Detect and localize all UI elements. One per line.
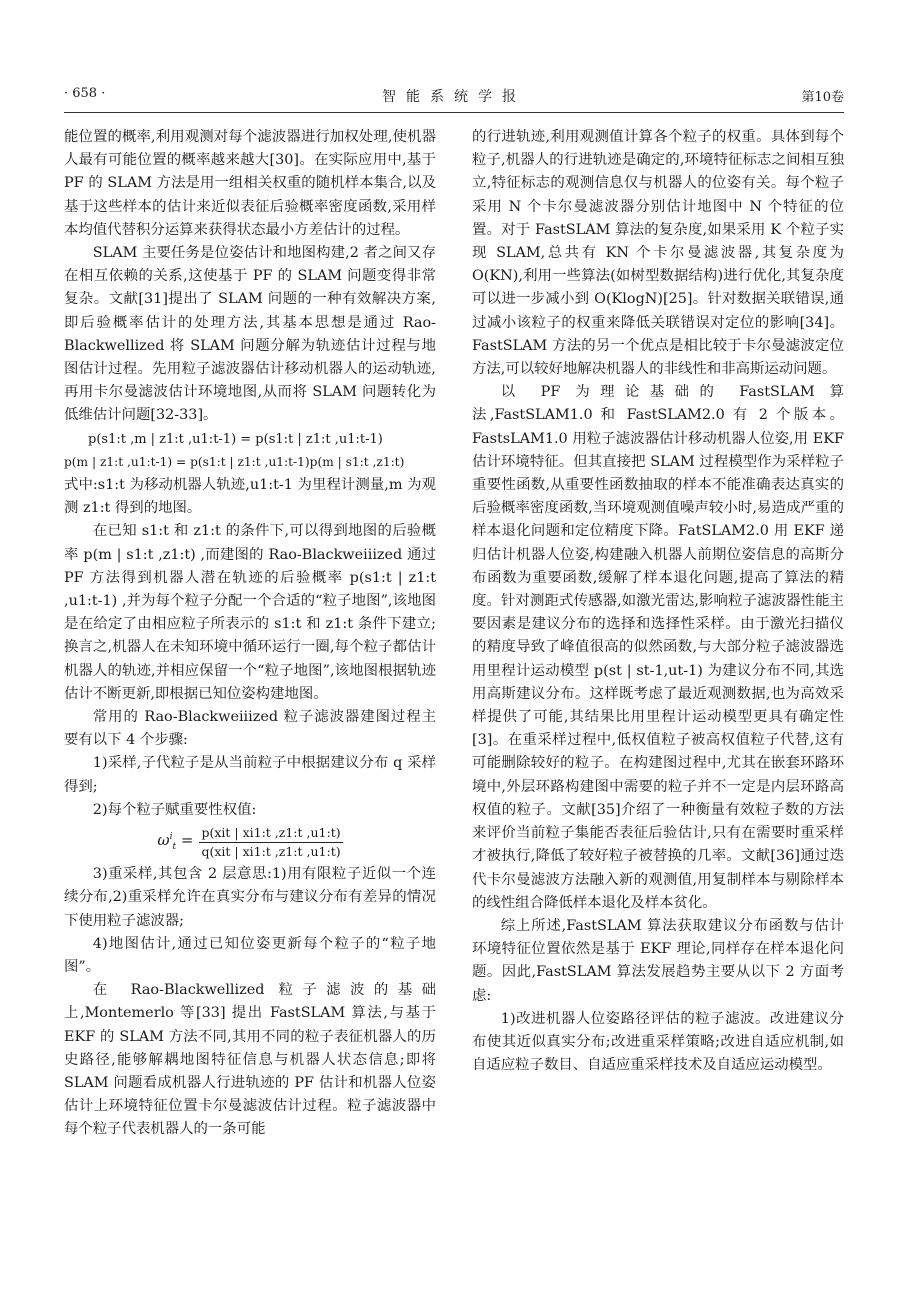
volume-label: 第10卷 xyxy=(801,90,844,105)
paragraph: 式中:s1:t 为移动机器人轨迹,u1:t-1 为里程计测量,m 为观测 z1:t 得到的地图。 xyxy=(64,477,436,517)
weight-equation xyxy=(64,824,436,861)
paragraph: 综上所述,FastSLAM 算法获取建议分布函数与估计环境特征位置依然是基于 EKF 理论,同样存在样本退化问题。因此,FastSLAM 算法发展趋势主要从以下 2 方面考虑: xyxy=(472,917,844,1004)
journal-title: 智能系统学报 xyxy=(382,89,526,105)
page-header xyxy=(64,86,844,110)
denominator: q(xit | xi1:t ,z1:t ,u1:t) xyxy=(201,844,341,860)
paragraph: 在 Rao-Blackwellized 粒子滤波的基础上,Montemerlo 等[33] 提出 FastSLAM 算法,与基于 EKF 的 SLAM 方法不同,其用不同的粒子表征机器人的历史路径,能够解耦地图特征信息与机器人状态信息;即将 SLAM 问题看成机器人行进轨迹的 PF 估计和机器人位姿估计上环境特征位置卡尔曼滤波估计过程。粒子滤波器中每个粒子代表机器人的一条可能 xyxy=(64,982,436,1138)
equation-line: p(s1:t ,m | z1:t ,u1:t-1) = p(s1:t | z1:t ,u1:t-1) xyxy=(88,431,383,447)
list-item: 1)改进机器人位姿路径评估的粒子滤波。改进建议分布使其近似真实分布;改进重采样策略;改进自适应机制,如自适应粒子数目、自适应重采样技术及自适应运动模型。 xyxy=(472,1010,844,1074)
list-item: 1)采样,子代粒子是从当前粒子中根据建议分布 q 采样得到; xyxy=(64,755,436,795)
equation-lhs: $\omega^i_t$ = xyxy=(157,830,194,852)
paragraph: 能位置的概率,利用观测对每个滤波器进行加权处理,使机器人最有可能位置的概率越来越大[30]。在实际应用中,基于 PF 的 SLAM 方法是用一组相关权重的随机样本集合,以及基于这些样本的估计来近似表征后验概率密度函数,采用样本均值代替积分运算来获得状态最小方差估计的过程。 xyxy=(64,129,436,238)
paragraph: 以 PF 为理论基础的 FastSLAM 算法,FastSLAM1.0 和 FastSLAM2.0 有 2 个版本。FastsLAM1.0 用粒子滤波器估计移动机器人位姿,用 EKF 估计环境特征。但其直接把 SLAM 过程模型作为采样粒子重要性函数,从重要性函数抽取的样本不能准确表达真实的后验概率密度函数,当环境观测值噪声较小时,易造成严重的样本退化问题和定位精度下降。FatSLAM2.0 用 EKF 递归估计机器人位姿,构建融入机器人前期位姿信息的高斯分布函数为重要函数,缓解了样本退化问题,提高了算法的精度。针对测距式传感器,如激光雷达,影响粒子滤波器性能主要因素是建议分布的选择和选择性采样。由于激光扫描仪的精度导致了峰值很高的似然函数,与大部分粒子滤波器选用里程计运动模型 p(st | st-1,ut-1) 为建议分布不同,其选用高斯建议分布。这样既考虑了最近观测数据,也为高效采样提供了可能,其结果比用里程计运动模型更具有确定性[3]。在重采样过程中,低权值粒子被高权值粒子代替,这有可能删除较好的粒子。在构建图过程中,尤其在嵌套环路环境中,外层环路构建图中需要的粒子并不一定是内层环路高权值的粒子。文献[35]介绍了一种衡量有效粒子数的方法来评价当前粒子集能否表征后验估计,只有在需要时重采样才被执行,降低了较好粒子被替换的几率。文献[36]通过迭代卡尔曼滤波方法融入新的观测值,用复制样本与剔除样本的线性组合降低样本退化及样本贫化。 xyxy=(472,384,844,911)
header-rule xyxy=(64,112,844,113)
equation-line: p(m | z1:t ,u1:t-1) = p(s1:t | z1:t ,u1:t-1)p(m | s1:t ,z1:t) xyxy=(64,454,405,469)
list-item: 2)每个粒子赋重要性权值: xyxy=(92,801,257,818)
left-column xyxy=(64,126,436,1142)
paragraph: SLAM 主要任务是位姿估计和地图构建,2 者之间又存在相互依赖的关系,这使基于 PF 的 SLAM 问题变得非常复杂。文献[31]提出了 SLAM 问题的一种有效解决方案,即后验概率估计的处理方法,其基本思想是通过 Rao-Blackwellized 将 SLAM 问题分解为轨迹估计过程与地图估计过程。先用粒子滤波器估计移动机器人的运动轨迹,再用卡尔曼滤波估计环境地图,从而将 SLAM 问题转化为低维估计问题[32-33]。 xyxy=(64,245,436,424)
page-number: · 658 · xyxy=(64,86,106,101)
list-item: 3)重采样,其包含 2 层意思:1)用有限粒子近似一个连续分布,2)重采样允许在真实分布与建议分布有差异的情况下使用粒子滤波器; xyxy=(64,866,436,929)
fraction xyxy=(199,824,342,861)
list-item: 4)地图估计,通过已知位姿更新每个粒子的“粒子地图”。 xyxy=(64,935,436,975)
paragraph: 在已知 s1:t 和 z1:t 的条件下,可以得到地图的后验概率 p(m | s1:t ,z1:t) ,而建图的 Rao-Blackweiiized 通过 PF 方法得到机器人潜在轨迹的后验概率 p(s1:t | z1:t ,u1:t-1) ,并为每个粒子分配一个合适的“粒子地图”,该地图是在给定了由相应粒子所表示的 s1:t 和 z1:t 条件下建立;换言之,机器人在未知环境中循环运行一圈,每个粒子都估计机器人的轨迹,并相应保留一个“粒子地图”,该地图根据轨迹估计不断更新,即根据已知位姿构建地图。 xyxy=(64,523,436,702)
paragraph: 的行进轨迹,利用观测值计算各个粒子的权重。具体到每个粒子,机器人的行进轨迹是确定的,环境特征标志之间相互独立,特征标志的观测信息仅与机器人的位姿有关。每个粒子采用 N 个卡尔曼滤波器分别估计地图中 N 个特征的位置。对于 FastSLAM 算法的复杂度,如果采用 K 个粒子实现 SLAM,总共有 KN 个卡尔曼滤波器,其复杂度为 O(KN),利用一些算法(如树型数据结构)进行优化,其复杂度可以进一步减小到 O(KlogN)[25]。针对数据关联错误,通过减小该粒子的权重来降低关联错误对定位的影响[34]。FastSLAM 方法的另一个优点是相比较于卡尔曼滤波定位方法,可以较好地解决机器人的非线性和非高斯运动问题。 xyxy=(472,129,844,378)
paragraph: 常用的 Rao-Blackweiiized 粒子滤波器建图过程主要有以下 4 个步骤: xyxy=(64,709,436,749)
right-column xyxy=(472,126,844,1077)
numerator: p(xit | xi1:t ,z1:t ,u1:t) xyxy=(199,824,342,843)
